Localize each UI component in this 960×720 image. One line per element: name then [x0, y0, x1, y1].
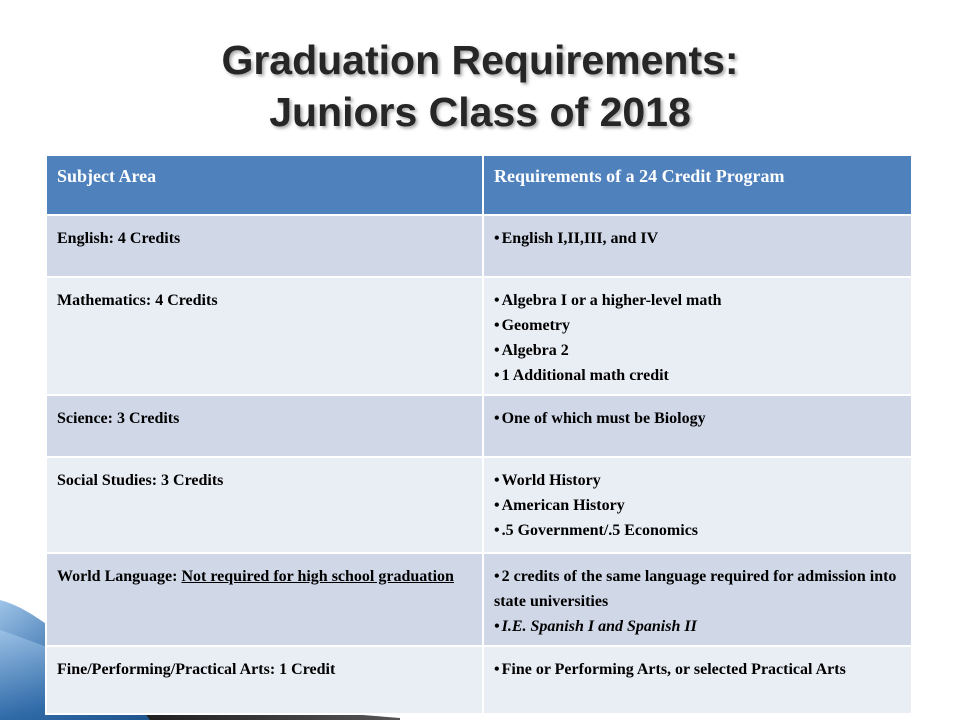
row-requirements-science — [483, 395, 912, 457]
list-item: • 2 credits of the same language required for admission into state universities — [494, 564, 903, 614]
list-item: • Fine or Performing Arts, or selected Practical Arts — [494, 657, 903, 682]
list-item: • Geometry — [494, 313, 903, 338]
row-requirements-mathematics — [483, 277, 912, 395]
list-item: • .5 Government/.5 Economics — [494, 518, 903, 543]
row-subject-world-language — [46, 553, 483, 646]
table-row — [46, 457, 912, 553]
list-item: • English I,II,III, and IV — [494, 226, 903, 251]
requirements-table — [45, 154, 913, 715]
title-line-1: Graduation Requirements: — [221, 37, 739, 83]
list-item: • One of which must be Biology — [494, 406, 903, 431]
row-subject-science: Science: 3 Credits — [46, 395, 483, 457]
table-row — [46, 215, 912, 277]
table-row — [46, 646, 912, 714]
list-item: • Algebra I or a higher-level math — [494, 288, 903, 313]
row-requirements-world-language — [483, 553, 912, 646]
world-language-prefix: World Language: — [57, 568, 182, 585]
row-subject-english: English: 4 Credits — [46, 215, 483, 277]
title-line-2: Juniors Class of 2018 — [269, 89, 691, 135]
table-header-row — [46, 155, 912, 215]
list-item: • Algebra 2 — [494, 338, 903, 363]
header-requirements: Requirements of a 24 Credit Program — [483, 155, 912, 215]
row-subject-social-studies: Social Studies: 3 Credits — [46, 457, 483, 553]
row-requirements-social-studies — [483, 457, 912, 553]
row-subject-mathematics: Mathematics: 4 Credits — [46, 277, 483, 395]
table-row — [46, 395, 912, 457]
list-item: • World History — [494, 468, 903, 493]
world-language-note: Not required for high school graduation — [181, 568, 454, 585]
list-item: • I.E. Spanish I and Spanish II — [494, 614, 903, 639]
list-item: • American History — [494, 493, 903, 518]
row-requirements-arts — [483, 646, 912, 714]
table-row — [46, 553, 912, 646]
header-subject-area: Subject Area — [46, 155, 483, 215]
row-requirements-english — [483, 215, 912, 277]
list-item: • 1 Additional math credit — [494, 363, 903, 388]
row-subject-arts: Fine/Performing/Practical Arts: 1 Credit — [46, 646, 483, 714]
table-row — [46, 277, 912, 395]
slide-title — [0, 34, 960, 138]
